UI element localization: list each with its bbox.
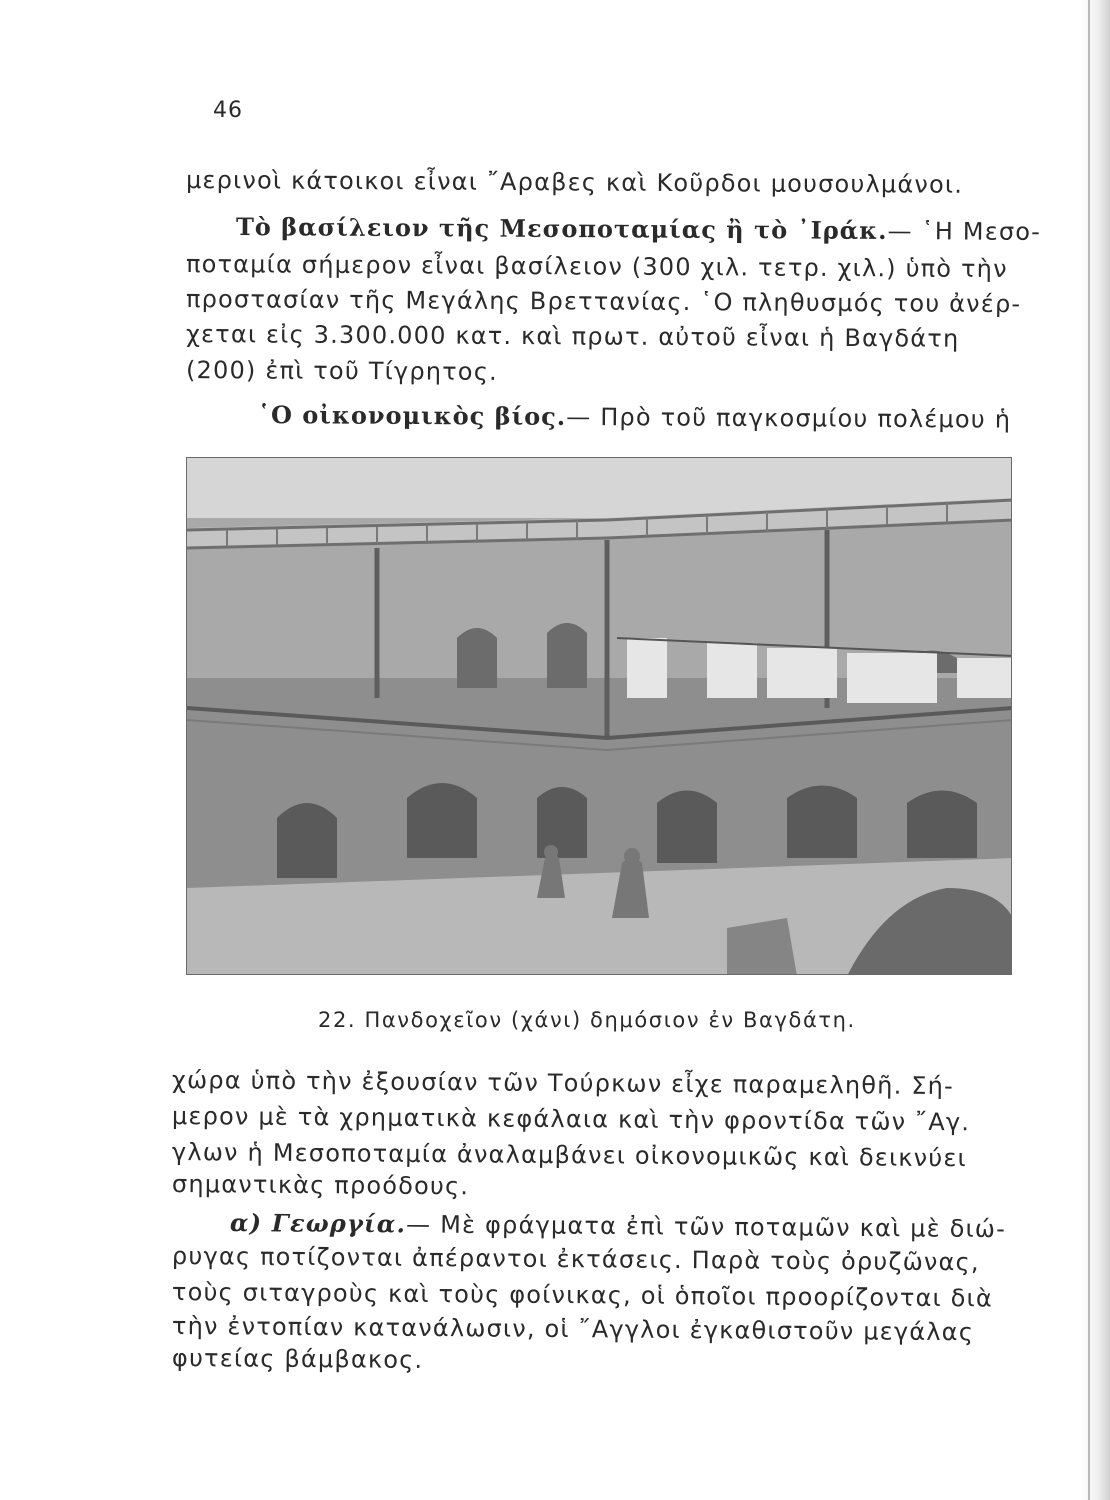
text-line	[172, 1170, 469, 1200]
text-line	[172, 1242, 980, 1276]
text-span: ποταμία σήμερον εἶναι βασίλειον (300 χιλ. τετρ. χιλ.) ὑπὸ τὴν	[185, 250, 1008, 284]
text-line	[172, 1102, 970, 1136]
text-span: χεται εἰς 3.300.000 κατ. καὶ πρωτ. αὐτοῦ εἶναι ἡ Βαγδάτη	[185, 320, 960, 353]
text-span: γλων ἡ Μεσοποταμία ἀναλαμβάνει οἰκονομικῶς καὶ δεικνύει	[171, 1138, 967, 1173]
text-span: — ῾Η Μεσο-	[887, 216, 1042, 246]
text-span: ρυγας ποτίζονται ἀπέραντοι ἐκτάσεις. Παρὰ τοὺς ὀρυζῶνας,	[171, 1242, 980, 1277]
text-line	[186, 285, 1021, 318]
text-span: μερινοὶ κάτοικοι εἶναι ῎Αραβες καὶ Κοῦρδοι μουσουλμάνοι.	[185, 166, 964, 199]
text-line	[258, 400, 1011, 434]
text-line	[172, 1278, 993, 1312]
text-line	[186, 166, 963, 199]
courtyard-photograph	[186, 457, 1012, 975]
text-span: τοὺς σιταγροὺς καὶ τοὺς φοίνικας, οἱ ὁποῖοι προορίζονται διὰ	[171, 1278, 994, 1313]
subsection-title: ῾Ο οἰκονομικὸς βίος.	[257, 400, 567, 431]
page-edge-shadow	[1080, 0, 1110, 1500]
page-number: 46	[213, 98, 243, 123]
text-line	[172, 1312, 974, 1346]
text-line	[236, 212, 1041, 246]
text-line	[172, 1344, 424, 1374]
text-span: (200) ἐπὶ τοῦ Τίγρητος.	[185, 356, 498, 386]
text-span: — Μὲ φράγματα ἐπὶ τῶν ποταμῶν καὶ μὲ διώ-	[405, 1210, 1007, 1244]
item-label: α) Γεωργία.	[229, 1208, 407, 1239]
text-span: φυτείας βάμβακος.	[171, 1344, 424, 1374]
section-title: Τὸ βασίλειον τῆς Μεσοποταμίας ἢ τὸ ᾿Ιράκ.	[235, 212, 888, 245]
page-fold-line	[1088, 0, 1090, 1500]
figure-caption: 22. Πανδοχεῖον (χάνι) δημόσιον ἐν Βαγδάτη.	[318, 1008, 856, 1032]
text-span: μερον μὲ τὰ χρηματικὰ κεφάλαια καὶ τὴν φροντίδα τῶν ῎Αγ.	[171, 1102, 971, 1137]
text-line	[186, 320, 960, 353]
text-span: χώρα ὑπὸ τὴν ἐξουσίαν τῶν Τούρκων εἶχε παραμεληθῆ. Σή-	[171, 1066, 955, 1101]
text-span: — Πρὸ τοῦ παγκοσμίου πολέμου ἡ	[566, 402, 1012, 434]
text-span: σημαντικὰς προόδους.	[171, 1170, 470, 1201]
text-line	[172, 1138, 967, 1172]
text-line	[186, 356, 498, 386]
text-span: προστασίαν τῆς Μεγάλης Βρεττανίας. ῾Ο πληθυσμός του ἀνέρ-	[185, 285, 1022, 319]
text-span: τὴν ἐντοπίαν κατανάλωσιν, οἱ ῎Αγγλοι ἐγκαθιστοῦν μεγάλας	[171, 1312, 975, 1347]
text-line	[172, 1066, 954, 1100]
text-line	[230, 1208, 1006, 1243]
text-line	[186, 250, 1008, 283]
